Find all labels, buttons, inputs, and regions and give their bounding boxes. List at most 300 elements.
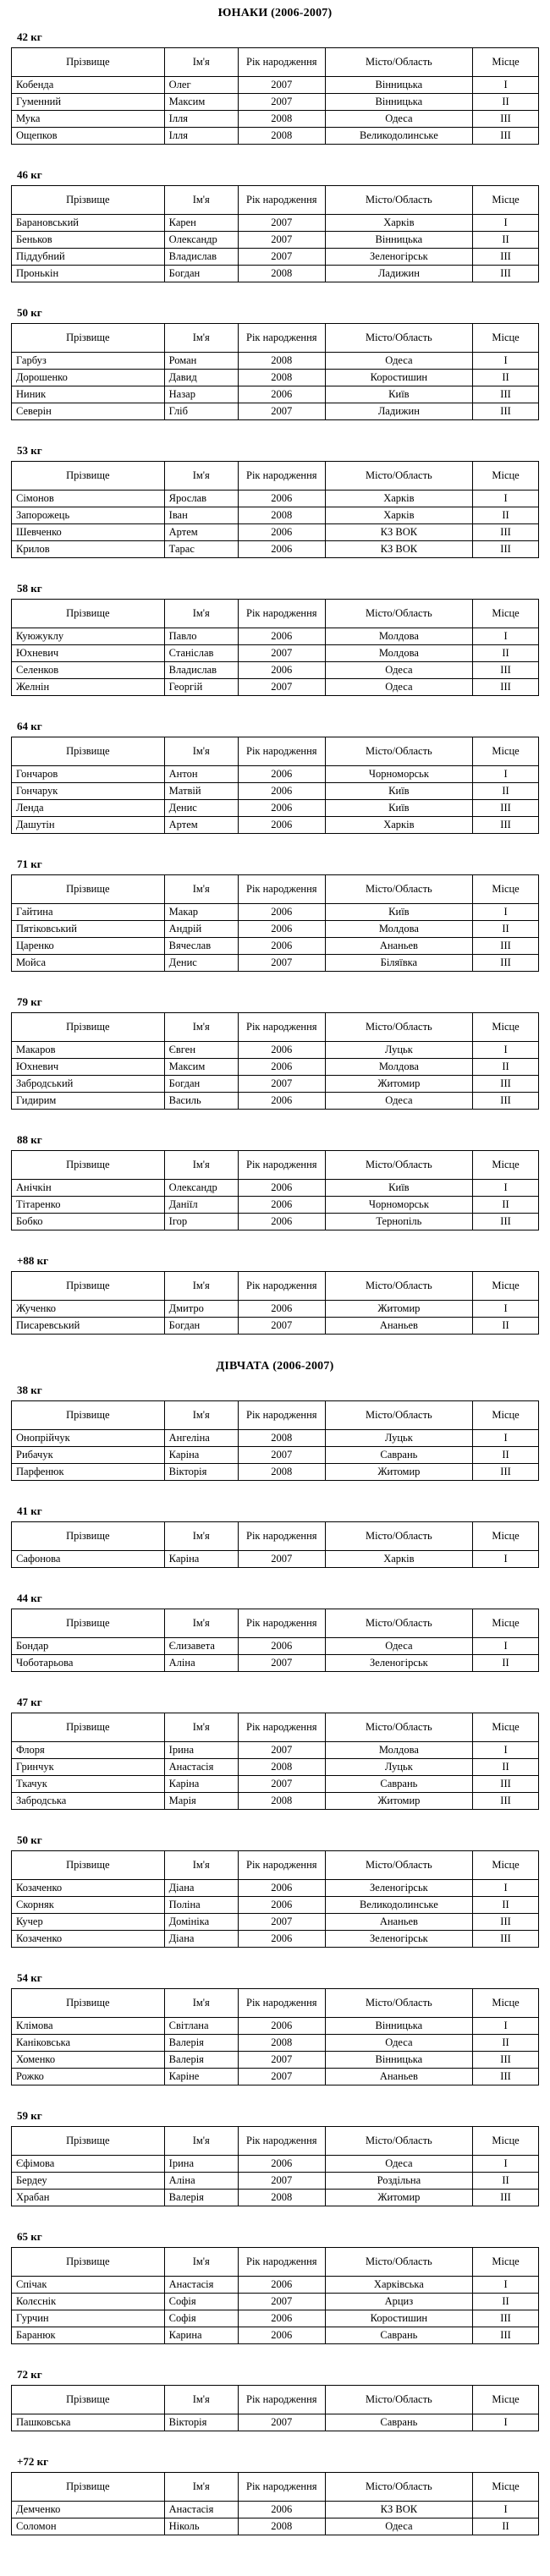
place-cell: II <box>473 921 539 938</box>
firstname-cell: Олег <box>164 77 238 94</box>
place-cell: III <box>473 1093 539 1110</box>
weight-label: 79 кг <box>17 995 42 1008</box>
city-cell: Саврань <box>325 2414 472 2431</box>
city-cell: Зеленогірськ <box>325 249 472 266</box>
city-cell: Тернопіль <box>325 1214 472 1230</box>
city-cell: Вінницька <box>325 94 472 111</box>
place-cell: III <box>473 111 539 128</box>
birthyear-cell: 2006 <box>238 491 325 507</box>
birthyear-cell: 2006 <box>238 2277 325 2294</box>
weight-category <box>11 720 539 834</box>
place-cell: II <box>473 1447 539 1464</box>
place-cell: II <box>473 783 539 800</box>
table-row <box>12 2173 539 2190</box>
results-table <box>11 2247 539 2344</box>
birthyear-cell: 2008 <box>238 1430 325 1447</box>
column-header: Ім'я <box>164 1272 238 1301</box>
column-header: Ім'я <box>164 1151 238 1180</box>
column-header: Рік народження <box>238 1851 325 1880</box>
weight-label: 58 кг <box>17 582 42 595</box>
table-row <box>12 507 539 524</box>
birthyear-cell: 2006 <box>238 1214 325 1230</box>
column-header: Рік народження <box>238 324 325 353</box>
city-cell: Житомир <box>325 1076 472 1093</box>
place-cell: II <box>473 2294 539 2310</box>
firstname-cell: Вячеслав <box>164 938 238 955</box>
place-cell: III <box>473 955 539 972</box>
column-header: Рік народження <box>238 2248 325 2277</box>
place-cell: I <box>473 215 539 232</box>
city-cell: Київ <box>325 904 472 921</box>
firstname-cell: Станіслав <box>164 645 238 662</box>
place-cell: I <box>473 1880 539 1897</box>
firstname-cell: Ілля <box>164 128 238 145</box>
birthyear-cell: 2006 <box>238 628 325 645</box>
weight-category <box>11 444 539 558</box>
column-header: Ім'я <box>164 1522 238 1551</box>
birthyear-cell: 2008 <box>238 1793 325 1810</box>
firstname-cell: Гліб <box>164 403 238 420</box>
table-row <box>12 800 539 817</box>
place-cell: I <box>473 1742 539 1759</box>
surname-cell: Спічак <box>12 2277 165 2294</box>
place-cell: III <box>473 524 539 541</box>
table-row <box>12 1214 539 1230</box>
table-row <box>12 817 539 834</box>
city-cell: Одеса <box>325 2035 472 2052</box>
surname-cell: Піддубний <box>12 249 165 266</box>
firstname-cell: Каріне <box>164 2069 238 2085</box>
surname-cell: Соломон <box>12 2518 165 2535</box>
column-header: Місто/Область <box>325 2248 472 2277</box>
city-cell: Одеса <box>325 662 472 679</box>
firstname-cell: Богдан <box>164 266 238 282</box>
place-cell: I <box>473 353 539 370</box>
table-row <box>12 955 539 972</box>
city-cell: Житомир <box>325 1464 472 1481</box>
header-row <box>12 324 539 353</box>
city-cell: Луцьк <box>325 1042 472 1059</box>
birthyear-cell: 2006 <box>238 524 325 541</box>
place-cell: II <box>473 232 539 249</box>
place-cell: III <box>473 2052 539 2069</box>
birthyear-cell: 2008 <box>238 2190 325 2206</box>
surname-cell: Селенков <box>12 662 165 679</box>
weight-label: +88 кг <box>17 1254 49 1267</box>
city-cell: Харків <box>325 1551 472 1568</box>
header-row <box>12 48 539 77</box>
column-header: Прізвище <box>12 1522 165 1551</box>
firstname-cell: Ілля <box>164 111 238 128</box>
birthyear-cell: 2006 <box>238 904 325 921</box>
place-cell: I <box>473 1180 539 1197</box>
weight-label: 71 кг <box>17 858 42 870</box>
column-header: Місце <box>473 1989 539 2018</box>
column-header: Рік народження <box>238 1013 325 1042</box>
place-cell: II <box>473 507 539 524</box>
firstname-cell: Дмитро <box>164 1301 238 1318</box>
column-header: Прізвище <box>12 462 165 491</box>
column-header: Місто/Область <box>325 1989 472 2018</box>
header-row <box>12 1013 539 1042</box>
header-row <box>12 2386 539 2414</box>
table-row <box>12 1076 539 1093</box>
table-row <box>12 1880 539 1897</box>
place-cell: III <box>473 938 539 955</box>
column-header: Прізвище <box>12 1151 165 1180</box>
column-header: Ім'я <box>164 737 238 766</box>
firstname-cell: Ігор <box>164 1214 238 1230</box>
table-row <box>12 1551 539 1568</box>
header-row <box>12 2127 539 2156</box>
column-header: Ім'я <box>164 600 238 628</box>
firstname-cell: Софія <box>164 2294 238 2310</box>
firstname-cell: Іван <box>164 507 238 524</box>
birthyear-cell: 2007 <box>238 77 325 94</box>
city-cell: Зеленогірськ <box>325 1880 472 1897</box>
header-row <box>12 875 539 904</box>
weight-label: 54 кг <box>17 1971 42 1984</box>
column-header: Місто/Область <box>325 1713 472 1742</box>
city-cell: Вінницька <box>325 232 472 249</box>
results-table <box>11 599 539 696</box>
surname-cell: Колєснік <box>12 2294 165 2310</box>
table-row <box>12 524 539 541</box>
place-cell: II <box>473 370 539 386</box>
results-table <box>11 2472 539 2535</box>
weight-category <box>11 1971 539 2085</box>
city-cell: Саврань <box>325 1776 472 1793</box>
column-header: Прізвище <box>12 1013 165 1042</box>
column-header: Ім'я <box>164 2248 238 2277</box>
category-list <box>11 1384 539 2535</box>
city-cell: Чорноморськ <box>325 1197 472 1214</box>
column-header: Ім'я <box>164 48 238 77</box>
results-table <box>11 2126 539 2206</box>
table-row <box>12 904 539 921</box>
table-row <box>12 215 539 232</box>
surname-cell: Пятіковський <box>12 921 165 938</box>
weight-label: 38 кг <box>17 1384 42 1396</box>
city-cell: Житомир <box>325 1301 472 1318</box>
place-cell: I <box>473 2502 539 2518</box>
city-cell: Харківська <box>325 2277 472 2294</box>
results-table <box>11 323 539 420</box>
birthyear-cell: 2007 <box>238 1742 325 1759</box>
weight-label: 50 кг <box>17 1833 42 1846</box>
city-cell: Молдова <box>325 1742 472 1759</box>
header-row <box>12 2248 539 2277</box>
place-cell: II <box>473 1197 539 1214</box>
table-row <box>12 1914 539 1931</box>
place-cell: III <box>473 1914 539 1931</box>
weight-category <box>11 168 539 282</box>
surname-cell: Пашковська <box>12 2414 165 2431</box>
column-header: Місце <box>473 875 539 904</box>
surname-cell: Каніковська <box>12 2035 165 2052</box>
firstname-cell: Олександр <box>164 1180 238 1197</box>
column-header: Ім'я <box>164 2386 238 2414</box>
birthyear-cell: 2007 <box>238 1318 325 1335</box>
column-header: Місто/Область <box>325 1522 472 1551</box>
city-cell: Вінницька <box>325 2052 472 2069</box>
column-header: Місце <box>473 1151 539 1180</box>
column-header: Ім'я <box>164 875 238 904</box>
surname-cell: Онопрійчук <box>12 1430 165 1447</box>
weight-category <box>11 1504 539 1568</box>
firstname-cell: Софія <box>164 2310 238 2327</box>
firstname-cell: Георгій <box>164 679 238 696</box>
column-header: Рік народження <box>238 1151 325 1180</box>
column-header: Місце <box>473 186 539 215</box>
table-row <box>12 2327 539 2344</box>
column-header: Прізвище <box>12 2473 165 2502</box>
surname-cell: Храбан <box>12 2190 165 2206</box>
column-header: Місто/Область <box>325 737 472 766</box>
column-header: Місто/Область <box>325 1609 472 1638</box>
birthyear-cell: 2006 <box>238 1197 325 1214</box>
birthyear-cell: 2008 <box>238 1464 325 1481</box>
weight-category <box>11 2368 539 2431</box>
column-header: Прізвище <box>12 186 165 215</box>
column-header: Місто/Область <box>325 1851 472 1880</box>
table-row <box>12 2035 539 2052</box>
header-row <box>12 1522 539 1551</box>
table-row <box>12 2018 539 2035</box>
birthyear-cell: 2006 <box>238 817 325 834</box>
table-row <box>12 766 539 783</box>
table-row <box>12 1655 539 1672</box>
table-row <box>12 2277 539 2294</box>
surname-cell: Дорошенко <box>12 370 165 386</box>
surname-cell: Бондар <box>12 1638 165 1655</box>
column-header: Ім'я <box>164 1609 238 1638</box>
column-header: Ім'я <box>164 186 238 215</box>
place-cell: III <box>473 1076 539 1093</box>
column-header: Ім'я <box>164 462 238 491</box>
column-header: Місто/Область <box>325 462 472 491</box>
results-table <box>11 1150 539 1230</box>
results-table <box>11 1271 539 1335</box>
surname-cell: Ощепков <box>12 128 165 145</box>
place-cell: I <box>473 904 539 921</box>
results-table <box>11 1521 539 1568</box>
birthyear-cell: 2006 <box>238 1638 325 1655</box>
column-header: Рік народження <box>238 1272 325 1301</box>
city-cell: Луцьк <box>325 1430 472 1447</box>
city-cell: Харків <box>325 215 472 232</box>
column-header: Рік народження <box>238 600 325 628</box>
city-cell: Молдова <box>325 645 472 662</box>
firstname-cell: Діана <box>164 1931 238 1948</box>
place-cell: III <box>473 403 539 420</box>
place-cell: I <box>473 1638 539 1655</box>
city-cell: Вінницька <box>325 77 472 94</box>
surname-cell: Царенко <box>12 938 165 955</box>
results-table <box>11 737 539 834</box>
firstname-cell: Аліна <box>164 1655 238 1672</box>
weight-label: 88 кг <box>17 1133 42 1146</box>
firstname-cell: Антон <box>164 766 238 783</box>
surname-cell: Мука <box>12 111 165 128</box>
column-header: Прізвище <box>12 2386 165 2414</box>
surname-cell: Скорняк <box>12 1897 165 1914</box>
table-row <box>12 128 539 145</box>
table-row <box>12 249 539 266</box>
birthyear-cell: 2006 <box>238 921 325 938</box>
table-row <box>12 1180 539 1197</box>
column-header: Місто/Область <box>325 1151 472 1180</box>
birthyear-cell: 2006 <box>238 1093 325 1110</box>
column-header: Місце <box>473 600 539 628</box>
city-cell: Ананьев <box>325 2069 472 2085</box>
column-header: Місце <box>473 2127 539 2156</box>
firstname-cell: Владислав <box>164 662 238 679</box>
place-cell: I <box>473 1551 539 1568</box>
results-table <box>11 1713 539 1810</box>
city-cell: Одеса <box>325 353 472 370</box>
birthyear-cell: 2007 <box>238 1551 325 1568</box>
birthyear-cell: 2007 <box>238 2173 325 2190</box>
weight-label: 41 кг <box>17 1504 42 1517</box>
column-header: Рік народження <box>238 875 325 904</box>
place-cell: III <box>473 1931 539 1948</box>
birthyear-cell: 2006 <box>238 662 325 679</box>
city-cell: Вінницька <box>325 2018 472 2035</box>
surname-cell: Флоря <box>12 1742 165 1759</box>
birthyear-cell: 2007 <box>238 1914 325 1931</box>
firstname-cell: Максим <box>164 94 238 111</box>
place-cell: II <box>473 2518 539 2535</box>
city-cell: Київ <box>325 800 472 817</box>
birthyear-cell: 2006 <box>238 386 325 403</box>
city-cell: Молдова <box>325 628 472 645</box>
column-header: Ім'я <box>164 1989 238 2018</box>
table-row <box>12 1793 539 1810</box>
firstname-cell: Діана <box>164 1880 238 1897</box>
table-row <box>12 1931 539 1948</box>
column-header: Місце <box>473 1522 539 1551</box>
weight-category <box>11 995 539 1110</box>
place-cell: III <box>473 386 539 403</box>
birthyear-cell: 2006 <box>238 1180 325 1197</box>
table-row <box>12 491 539 507</box>
surname-cell: Рибачук <box>12 1447 165 1464</box>
category-list <box>11 30 539 1335</box>
place-cell: I <box>473 628 539 645</box>
city-cell: КЗ ВОК <box>325 524 472 541</box>
place-cell: I <box>473 1042 539 1059</box>
firstname-cell: Карина <box>164 2327 238 2344</box>
city-cell: Саврань <box>325 2327 472 2344</box>
column-header: Місто/Область <box>325 2386 472 2414</box>
place-cell: II <box>473 94 539 111</box>
city-cell: Ананьев <box>325 938 472 955</box>
column-header: Місце <box>473 1713 539 1742</box>
header-row <box>12 186 539 215</box>
weight-category <box>11 1833 539 1948</box>
birthyear-cell: 2006 <box>238 938 325 955</box>
surname-cell: Бердеу <box>12 2173 165 2190</box>
firstname-cell: Валерія <box>164 2190 238 2206</box>
column-header: Місто/Область <box>325 1272 472 1301</box>
table-row <box>12 1042 539 1059</box>
column-header: Прізвище <box>12 1851 165 1880</box>
city-cell: Київ <box>325 1180 472 1197</box>
surname-cell: Шевченко <box>12 524 165 541</box>
firstname-cell: Ангеліна <box>164 1430 238 1447</box>
table-row <box>12 353 539 370</box>
table-row <box>12 1318 539 1335</box>
surname-cell: Юхневич <box>12 1059 165 1076</box>
firstname-cell: Ярослав <box>164 491 238 507</box>
city-cell: Великодолинське <box>325 128 472 145</box>
surname-cell: Гидирим <box>12 1093 165 1110</box>
firstname-cell: Євген <box>164 1042 238 1059</box>
firstname-cell: Ірина <box>164 1742 238 1759</box>
surname-cell: Анічкін <box>12 1180 165 1197</box>
header-row <box>12 1609 539 1638</box>
firstname-cell: Каріна <box>164 1551 238 1568</box>
results-table <box>11 1850 539 1948</box>
firstname-cell: Андрій <box>164 921 238 938</box>
birthyear-cell: 2006 <box>238 2327 325 2344</box>
weight-category <box>11 2109 539 2206</box>
birthyear-cell: 2006 <box>238 800 325 817</box>
place-cell: II <box>473 2173 539 2190</box>
section-title: ДІВЧАТА (2006-2007) <box>216 1360 334 1373</box>
table-row <box>12 1897 539 1914</box>
header-row <box>12 1851 539 1880</box>
place-cell: III <box>473 128 539 145</box>
place-cell: I <box>473 2277 539 2294</box>
city-cell: Зеленогірськ <box>325 1655 472 1672</box>
firstname-cell: Давид <box>164 370 238 386</box>
birthyear-cell: 2006 <box>238 1931 325 1948</box>
firstname-cell: Анастасія <box>164 2277 238 2294</box>
column-header: Місце <box>473 462 539 491</box>
surname-cell: Демченко <box>12 2502 165 2518</box>
surname-cell: Ткачук <box>12 1776 165 1793</box>
firstname-cell: Каріна <box>164 1776 238 1793</box>
weight-label: 42 кг <box>17 30 42 43</box>
birthyear-cell: 2006 <box>238 1059 325 1076</box>
results-table <box>11 461 539 558</box>
column-header: Рік народження <box>238 2473 325 2502</box>
firstname-cell: Богдан <box>164 1076 238 1093</box>
surname-cell: Запорожець <box>12 507 165 524</box>
city-cell: Біляївка <box>325 955 472 972</box>
surname-cell: Мойса <box>12 955 165 972</box>
surname-cell: Гайтина <box>12 904 165 921</box>
city-cell: Зеленогірськ <box>325 1931 472 1948</box>
place-cell: II <box>473 645 539 662</box>
firstname-cell: Валерія <box>164 2035 238 2052</box>
table-row <box>12 403 539 420</box>
column-header: Ім'я <box>164 2473 238 2502</box>
birthyear-cell: 2007 <box>238 232 325 249</box>
surname-cell: Гурчин <box>12 2310 165 2327</box>
firstname-cell: Назар <box>164 386 238 403</box>
column-header: Прізвище <box>12 600 165 628</box>
birthyear-cell: 2007 <box>238 403 325 420</box>
birthyear-cell: 2007 <box>238 1447 325 1464</box>
place-cell: III <box>473 1793 539 1810</box>
column-header: Місце <box>473 1851 539 1880</box>
table-row <box>12 1464 539 1481</box>
place-cell: I <box>473 766 539 783</box>
age-group-section <box>11 7 539 1335</box>
